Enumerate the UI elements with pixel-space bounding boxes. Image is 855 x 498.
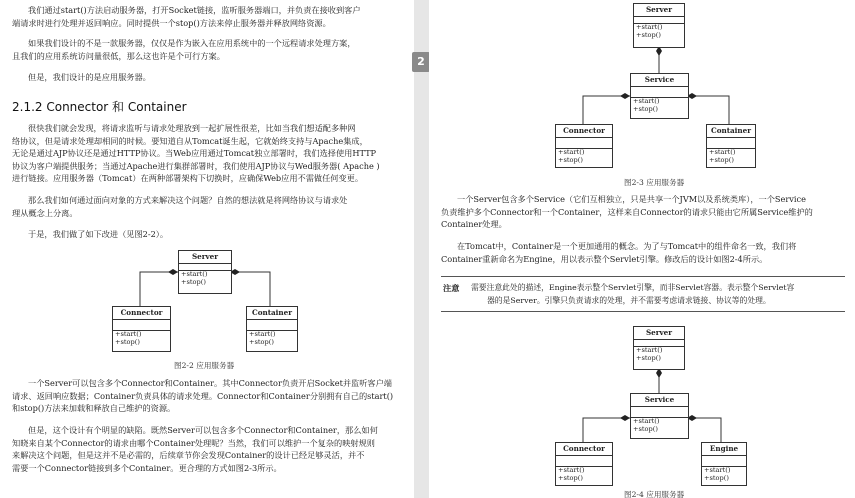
text-line: 端请求时进行处理并返回响应。同时提供一个stop()方法来停止服务器并释放网络资源。 <box>12 17 331 28</box>
class-name: Engine <box>702 443 746 456</box>
aggregation-diamond-icon <box>620 415 630 421</box>
method-stop: +stop() <box>115 337 140 346</box>
uml-server-box <box>633 326 685 370</box>
text-line: 负责维护多个Connector和一个Container，这样来自Connector的请求只能由它所属Service维护的 <box>441 206 813 217</box>
method-start: +start() <box>115 330 142 338</box>
text-line: Container处理。 <box>441 219 507 230</box>
text-line: 一个Server包含多个Service（它们互相独立，只是共享一个JVM以及系统类库），一个Service <box>457 194 806 204</box>
method-stop: +stop() <box>558 473 583 482</box>
class-name: Server <box>634 4 684 17</box>
method-stop: +stop() <box>709 155 734 164</box>
note-top-rule <box>441 276 845 277</box>
uml-container-box <box>246 306 298 352</box>
text-line: 如果我们设计的不是一款服务器，仅仅是作为嵌入在应用系统中的一个远程请求处理方案， <box>28 38 356 48</box>
uml-container-box <box>706 124 756 168</box>
method-stop: +stop() <box>633 424 658 433</box>
text-line: 协议为客户端提供服务；当通过Apache进行集群部署时，我们使用AJP协议与Wed服务器( Apache ) <box>12 160 380 171</box>
right-page <box>429 0 855 498</box>
method-start: +start() <box>709 148 736 156</box>
method-start: +start() <box>636 23 663 31</box>
paragraph-design-flaw <box>12 424 404 474</box>
method-stop: +stop() <box>636 30 661 39</box>
text-line: 络协议，但是请求处理却相同的时候。要知道自从Tomcat诞生起，它就始终支持与Apache集成， <box>12 135 368 146</box>
figure-caption: 图2-2 应用服务器 <box>174 361 235 370</box>
method-stop: +stop() <box>249 337 274 346</box>
class-name: Connector <box>556 125 612 138</box>
class-name: Server <box>179 251 231 264</box>
uml-server-box <box>178 250 232 294</box>
text-line: 需要注意此处的描述，Engine表示整个Servlet引擎，而非Servlet容器。表示整个Servlet容 <box>471 283 795 292</box>
uml-service-box <box>630 393 689 439</box>
method-start: +start() <box>558 466 585 474</box>
text-line: Container重新命名为Engine，用以表示整个Servlet引擎。修改后的设计如图2-4所示。 <box>441 253 768 264</box>
paragraph-engine <box>441 240 845 265</box>
method-stop: +stop() <box>636 353 661 362</box>
method-start: +start() <box>633 97 660 105</box>
text-line: 且我们的应用系统访问量很低，那么这也许是个可行方案。 <box>12 50 225 61</box>
text-line: 请求、返回响应数据；Container负责具体的请求处理。Connector和Container分别拥有自己的start() <box>12 390 394 401</box>
class-name: Service <box>631 74 688 87</box>
text-line: 需要一个Connector链接到多个Container。更合理的方式如图2-3所示。 <box>12 462 282 473</box>
method-start: +start() <box>704 466 731 474</box>
method-stop: +stop() <box>704 473 729 482</box>
note-text <box>471 282 845 307</box>
uml-service-box <box>630 73 689 119</box>
text-line: 和stop()方法来加载和释放自己维护的资源。 <box>12 403 176 414</box>
left-page <box>0 0 414 498</box>
text-line: 知晓来自某个Connector的请求由哪个Container处理呢？当然，我们可以维护一个复杂的映射规则 <box>12 437 375 448</box>
section-heading: 2.1.2 Connector 和 Container <box>12 100 187 114</box>
method-start: +start() <box>181 270 208 278</box>
aggregation-diamond-icon <box>168 269 178 275</box>
method-start: +start() <box>633 417 660 425</box>
paragraph-app-server: 但是，我们设计的是应用服务器。 <box>28 72 151 82</box>
text-line: 进行链接。应用服务器（Tomcat）在两种部署架构下切换时，应确保Web应用不需做任何变更。 <box>12 173 364 184</box>
paragraph-service <box>441 193 845 231</box>
aggregation-diamond-icon <box>620 93 630 99</box>
note-bottom-rule <box>441 311 845 312</box>
method-start: +start() <box>249 330 276 338</box>
uml-connector-box <box>555 442 613 486</box>
class-name: Container <box>247 307 297 320</box>
note-label: 注意 <box>443 283 460 293</box>
paragraph-server-contains <box>12 377 404 415</box>
method-start: +start() <box>558 148 585 156</box>
text-line: 来解决这个问题，但是这并不是必需的，后续章节你会发现Container的设计已经足够灵活，并不 <box>12 450 365 461</box>
figure-caption: 图2-4 应用服务器 <box>624 490 685 498</box>
text-line: 一个Server可以包含多个Connector和Container。其中Connector负责开启Socket并监听客户端 <box>28 378 392 388</box>
text-line: 无论是通过AJP协议还是通过HTTP协议。当Web应用通过Tomcat独立部署时，我们选择使用HTTP <box>12 148 377 159</box>
class-name: Service <box>631 394 688 407</box>
uml-connector-box <box>112 306 171 352</box>
uml-connector-box <box>555 124 613 168</box>
class-name: Container <box>707 125 755 138</box>
class-name: Connector <box>556 443 612 456</box>
uml-engine-box <box>701 442 747 486</box>
method-stop: +stop() <box>558 155 583 164</box>
method-stop: +stop() <box>633 104 658 113</box>
text-line: 那么我们如何通过面向对象的方式来解决这个问题？自然的想法就是将网络协议与请求处 <box>28 195 348 205</box>
page-gutter <box>414 0 429 498</box>
figure-caption: 图2-3 应用服务器 <box>624 178 685 187</box>
text-line: 器的是Server。引擎只负责请求的处理，并不需要考虑请求链接、协议等的处理。 <box>487 295 771 305</box>
text-line: 但是，这个设计有个明显的缺陷。既然Server可以包含多个Connector和Container，那么如何 <box>28 425 378 435</box>
chapter-tab[interactable]: 2 <box>412 52 430 72</box>
paragraph-improvement: 于是，我们做了如下改进（见图2-2）。 <box>28 229 169 239</box>
method-start: +start() <box>636 346 663 354</box>
text-line: 我们通过start()方法启动服务器，打开Socket链接，监听服务器端口，并负责在接收到客户 <box>28 5 361 15</box>
class-name: Connector <box>113 307 170 320</box>
text-line: 很快我们就会发现，将请求监听与请求处理放到一起扩展性很差，比如当我们想适配多种网 <box>28 123 356 133</box>
text-line: 在Tomcat中，Container是一个更加通用的概念。为了与Tomcat中的组件命名一致，我们将 <box>457 241 797 251</box>
method-stop: +stop() <box>181 277 206 286</box>
class-name: Server <box>634 327 684 340</box>
text-line: 理从概念上分离。 <box>12 207 78 218</box>
uml-server-box <box>633 3 685 48</box>
